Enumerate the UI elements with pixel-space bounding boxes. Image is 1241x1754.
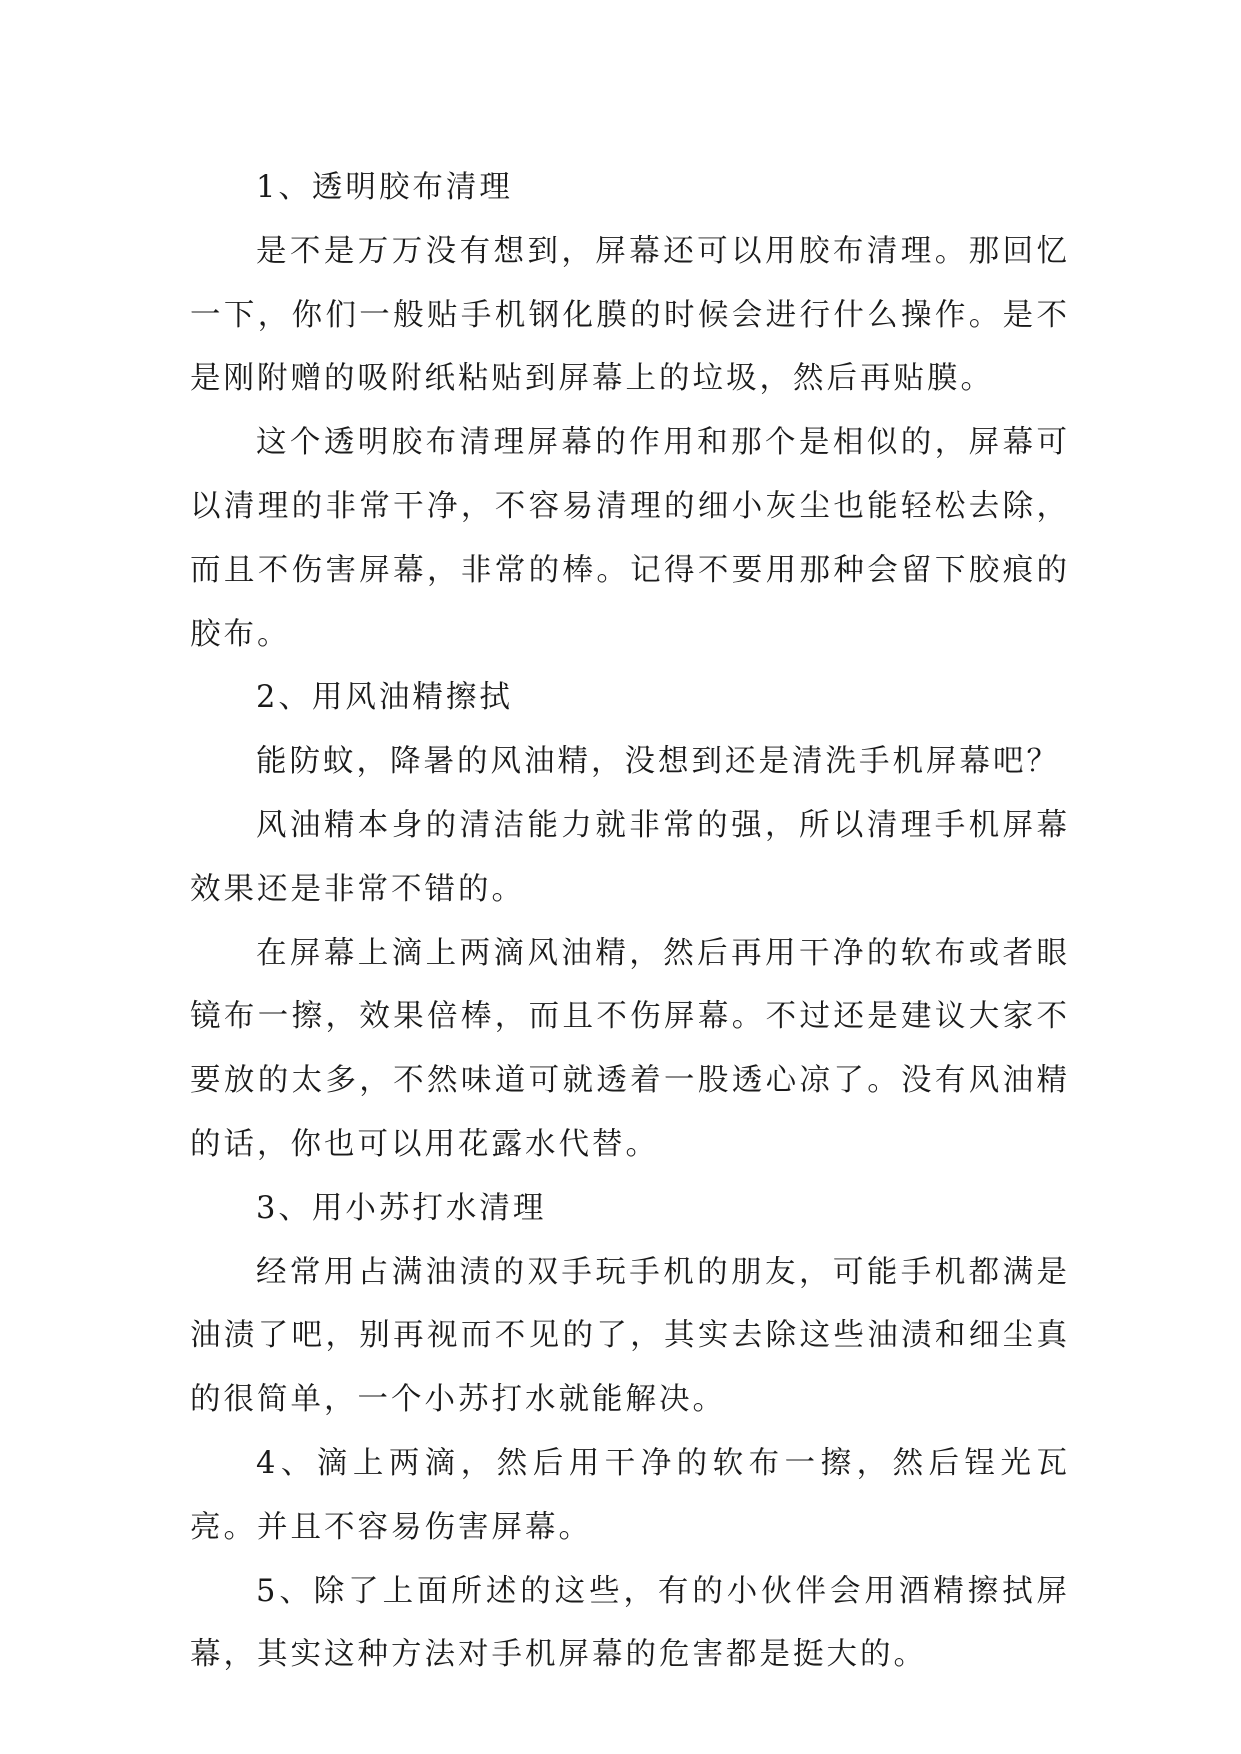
section-heading-1: 1、透明胶布清理 — [256, 170, 513, 205]
section-heading-2: 2、用风油精擦拭 — [256, 680, 513, 716]
section-heading-3: 3、用小苏打水清理 — [256, 1190, 547, 1226]
paragraph: 这个透明胶布清理屏幕的作用和那个是相似的，屏幕可以清理的非常干净，不容易清理的细小灰尘也能轻松去除，而且不伤害屏幕，非常的棒。记得不要用那种会留下胶痕的胶布。 — [190, 425, 1070, 652]
paragraph: 是不是万万没有想到，屏幕还可以用胶布清理。那回忆一下，你们一般贴手机钢化膜的时候会进行什么操作。是不是刚附赠的吸附纸粘贴到屏幕上的垃圾，然后再贴膜。 — [190, 233, 1070, 397]
paragraph: 能防蚊，降暑的风油精，没想到还是清洗手机屏幕吧？ — [256, 744, 1060, 780]
paragraph: 在屏幕上滴上两滴风油精，然后再用干净的软布或者眼镜布一擦，效果倍棒，而且不伤屏幕。不过还是建议大家不要放的太多，不然味道可就透着一股透心凉了。没有风油精的话，你也可以用花露水代替。 — [190, 935, 1070, 1162]
paragraph: 4、滴上两滴，然后用干净的软布一擦，然后锃光瓦亮。并且不容易伤害屏幕。 — [190, 1445, 1070, 1545]
paragraph: 风油精本身的清洁能力就非常的强，所以清理手机屏幕效果还是非常不错的。 — [190, 807, 1070, 907]
document-page — [190, 156, 1070, 1687]
paragraph: 经常用占满油渍的双手玩手机的朋友，可能手机都满是油渍了吧，别再视而不见的了，其实去除这些油渍和细尘真的很简单，一个小苏打水就能解决。 — [190, 1254, 1070, 1418]
paragraph: 5、除了上面所述的这些，有的小伙伴会用酒精擦拭屏幕，其实这种方法对手机屏幕的危害都是挺大的。 — [190, 1573, 1070, 1673]
